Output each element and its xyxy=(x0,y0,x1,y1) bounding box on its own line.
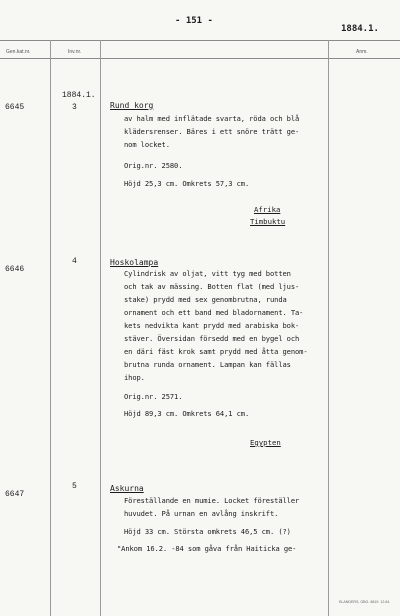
place-continent: Afrika xyxy=(254,205,281,214)
description-line: Cylindrisk av oljat, vitt tyg med botten xyxy=(124,269,291,278)
description-line: ihop. xyxy=(124,373,145,382)
column-divider-2 xyxy=(100,40,101,616)
description-line: och tak av mässing. Botten flat (med ljus- xyxy=(124,282,300,291)
description-line: stake) prydd med sex genombrutna, runda xyxy=(124,295,287,304)
place-city: Timbuktu xyxy=(250,217,286,226)
year-reference: 1884.1. xyxy=(341,24,379,34)
description-line: brutna runda ornament. Lampan kan fällas xyxy=(124,360,291,369)
description-line: ornament och ett band med bladornament. Ta- xyxy=(124,308,304,317)
gen-number: 6645 xyxy=(5,103,25,112)
entry-title: Askurna xyxy=(110,484,144,493)
description-line: klädersrenser. Bäres i ett snöre trätt ge- xyxy=(124,127,300,136)
page-number: - 151 - xyxy=(175,16,213,26)
orig-number: Orig.nr. 2571. xyxy=(124,392,183,401)
header-rule-bottom xyxy=(0,58,400,59)
inv-number: 5 xyxy=(72,482,77,491)
header-rule-top xyxy=(0,40,400,41)
gen-number: 6646 xyxy=(5,265,25,274)
orig-number: Orig.nr. 2580. xyxy=(124,161,183,170)
description-line: Föreställande en mumie. Locket föreställer xyxy=(124,496,300,505)
description-line: nom locket. xyxy=(124,140,170,149)
description-line: av halm med inflätade svarta, röda och blå xyxy=(124,114,300,123)
inv-number: 3 xyxy=(72,103,77,112)
column-divider-3 xyxy=(328,40,329,616)
description-line: huvudet. På urnan en avlång inskrift. xyxy=(124,509,279,518)
column-header-gen-kat: Gen.kat.nr. xyxy=(6,49,31,55)
description-line: "Ankom 16.2. -84 som gåva från Haiticka ge- xyxy=(117,544,297,553)
entry-group-year: 1884.1. xyxy=(62,91,96,100)
column-header-inv: Inv.nr. xyxy=(68,49,82,55)
printer-stamp: ELANDERS, GBG. 6819. 12.64 xyxy=(339,600,390,604)
dimensions: Höjd 25,3 cm. Omkrets 57,3 cm. xyxy=(124,179,250,188)
dimensions: Höjd 89,3 cm. Omkrets 64,1 cm. xyxy=(124,409,250,418)
description-line: en däri fäst krok samt prydd med åtta genom- xyxy=(124,347,308,356)
description-line: stäver. Översidan försedd med en bygel och xyxy=(124,334,300,343)
column-header-anm: Anm. xyxy=(356,49,368,55)
entry-title: Hoskolampa xyxy=(110,258,159,267)
description-line: Höjd 33 cm. Största omkrets 46,5 cm. (?) xyxy=(124,527,291,536)
column-divider-1 xyxy=(50,40,51,616)
gen-number: 6647 xyxy=(5,490,25,499)
place-country: Egypten xyxy=(250,438,281,447)
inv-number: 4 xyxy=(72,257,77,266)
description-line: kets nedvikta kant prydd med arabiska bok- xyxy=(124,321,300,330)
entry-title: Rund korg xyxy=(110,101,154,110)
